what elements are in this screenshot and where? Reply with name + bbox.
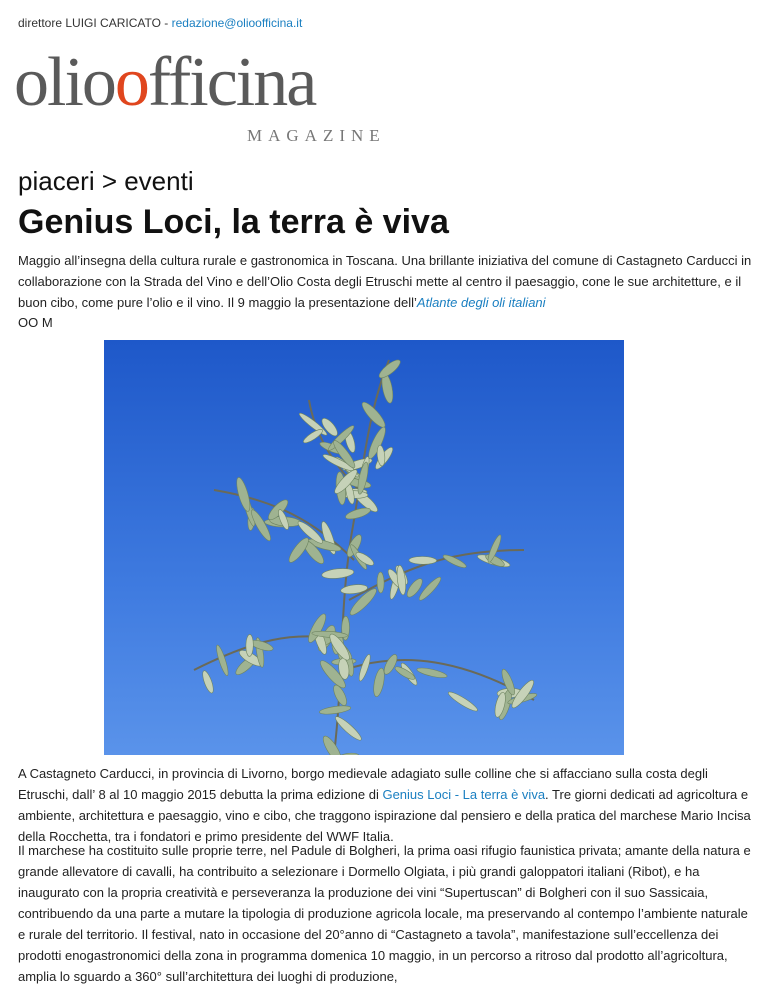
- breadcrumb[interactable]: piaceri > eventi: [18, 166, 194, 196]
- olive-leaf: [409, 556, 437, 564]
- atlante-link[interactable]: Atlante degli oli italiani: [416, 295, 546, 310]
- article-paragraph-2: Il marchese ha costituito sulle proprie terre, nel Padule di Bolgheri, la prima oasi rifugio faunistica privata; amante della natura e grande allevatore di cavalli, ha contribuito a selezionare i Dormello Olgiata, i più grandi galoppatori italiani (Ribot), e ha inaugurato con la propria creatività e perseveranza la produzione dei vini “Supertuscan” di Bolgheri con il suo Sassicaia, contribuendo da una parte a mutare la tipologia di produzione agricola locale, ma preservando al contempo l’ambiente naturale e rurale del territorio. Il festival, nato in occasione del 20°anno di “Castagneto a tavola”, manifestazione sull’eccellenza dei prodotti enogastronomici della zona in programma domenica 10 maggio, in un percorso a ritroso dal prodotto all’agricoltura, amplia lo sguardo a 360° sull’architettura dei luoghi di produzione,: [18, 843, 751, 984]
- director-label: direttore LUIGI CARICATO -: [18, 16, 172, 30]
- article-author: OO M: [18, 315, 53, 330]
- site-logo[interactable]: [14, 44, 394, 148]
- logo-accent: o: [114, 44, 148, 121]
- genius-loci-link[interactable]: Genius Loci - La terra è viva: [382, 787, 546, 802]
- logo-wordmark: olioofficina: [14, 44, 316, 121]
- lead-text: Maggio all’insegna della cultura rurale e gastronomica in Toscana. Una brillante iniziativa del comune di Castagneto Carducci in collaborazione con la Strada del Vino e dell’Olio Costa degli Etruschi mette al centro il paesaggio, cone le sue architetture, e il buon cibo, come pure l’olio e il vino. Il 9 maggio la presentazione dell’: [18, 253, 752, 310]
- email-link[interactable]: redazione@olioofficina.it: [171, 16, 303, 30]
- article-paragraph-1: A Castagneto Carducci, in provincia di Livorno, borgo medievale adagiato sulle colline che si affacciano sulla costa degli Etruschi, dall’ 8 al 10 maggio 2015 debutta la prima edizione di Genius Loci - La terra è viva. Tre giorni dedicati ad agricoltura e ambiente, architettura e paesaggio, vino e cibo, che traggono ispirazione dal pensiero e della pratica del marchese Mario Incisa della Rocchetta, tra i fondatori e primo presidente del WWF Italia.: [18, 766, 751, 844]
- olive-leaf: [377, 572, 384, 593]
- article-photo: [104, 340, 624, 755]
- olive-leaf: [246, 634, 254, 656]
- logo-subtitle: MAGAZINE: [247, 126, 386, 145]
- page-title: Genius Loci, la terra è viva: [18, 203, 449, 241]
- top-bar: [18, 16, 302, 30]
- article-lead: [18, 250, 753, 313]
- olive-branch-photo-icon: [104, 340, 624, 755]
